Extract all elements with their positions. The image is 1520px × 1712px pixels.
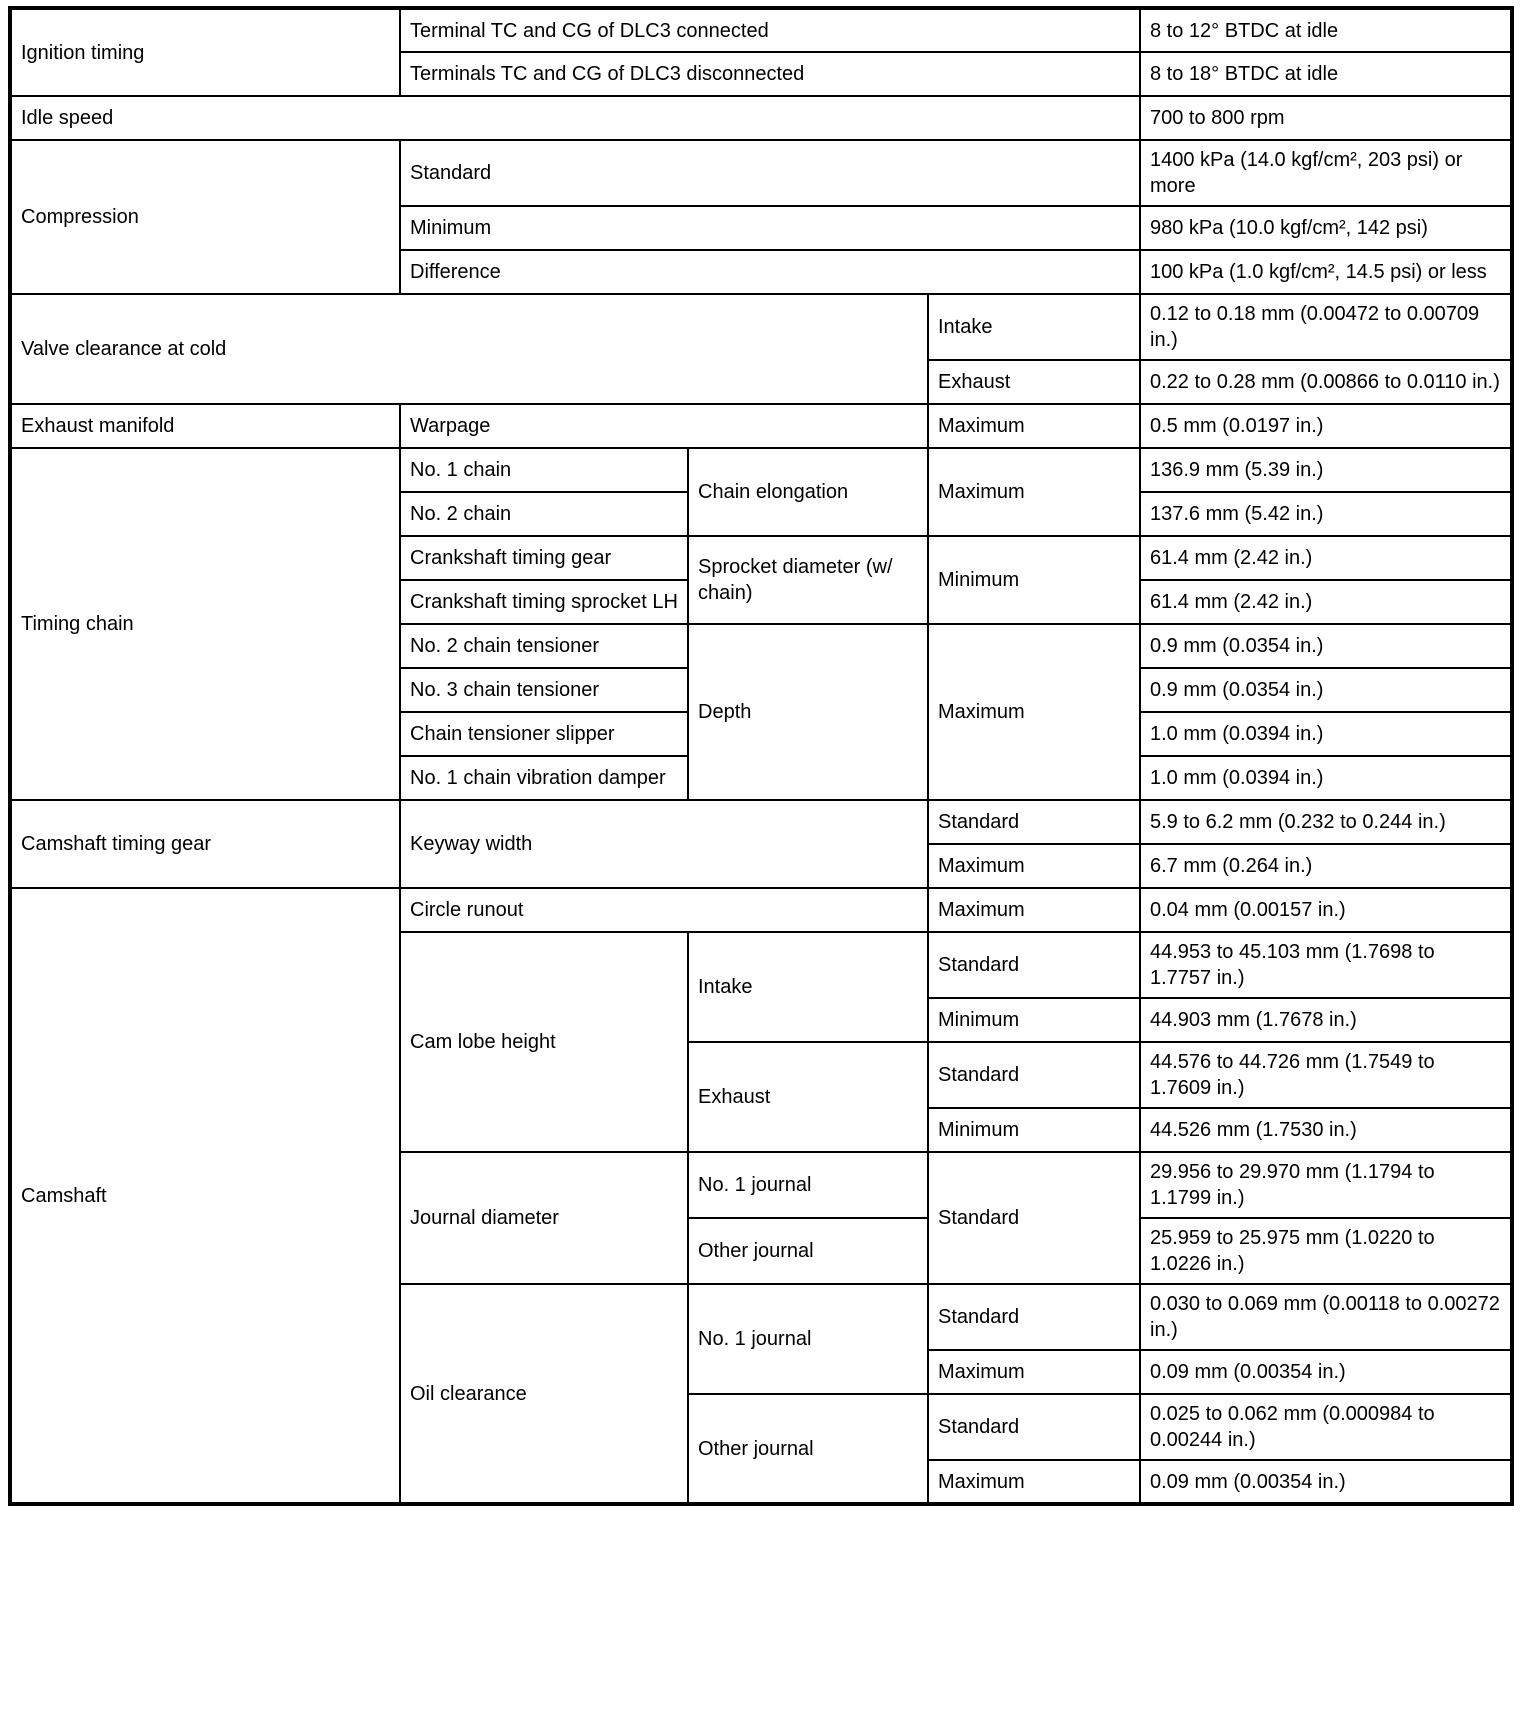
criterion-cell: Difference [400,250,1140,294]
value-cell: 61.4 mm (2.42 in.) [1140,580,1512,624]
measurement-cell: No. 1 journal [688,1152,928,1218]
category-cell: Idle speed [10,96,1140,140]
value-cell: 0.9 mm (0.0354 in.) [1140,668,1512,712]
value-cell: 0.09 mm (0.00354 in.) [1140,1460,1512,1504]
category-cell: Compression [10,140,400,294]
subitem-cell: Circle runout [400,888,928,932]
value-cell: 8 to 18° BTDC at idle [1140,52,1512,96]
value-cell: 1400 kPa (14.0 kgf/cm², 203 psi) or more [1140,140,1512,206]
criterion-cell: Maximum [928,888,1140,932]
criterion-cell: Standard [928,1284,1140,1350]
value-cell: 0.5 mm (0.0197 in.) [1140,404,1512,448]
criterion-cell: Maximum [928,1460,1140,1504]
category-cell: Timing chain [10,448,400,800]
value-cell: 44.576 to 44.726 mm (1.7549 to 1.7609 in.) [1140,1042,1512,1108]
criterion-cell: Standard [928,1152,1140,1284]
value-cell: 137.6 mm (5.42 in.) [1140,492,1512,536]
measurement-cell: Exhaust [688,1042,928,1152]
criterion-cell: Standard [928,1042,1140,1108]
criterion-cell: Minimum [928,1108,1140,1152]
spec-table [8,6,1514,1506]
table-row [10,404,1512,448]
value-cell: 100 kPa (1.0 kgf/cm², 14.5 psi) or less [1140,250,1512,294]
value-cell: 700 to 800 rpm [1140,96,1512,140]
table-row [10,888,1512,932]
value-cell: 8 to 12° BTDC at idle [1140,8,1512,52]
subitem-cell: Warpage [400,404,928,448]
table-row [10,800,1512,844]
category-cell: Camshaft [10,888,400,1504]
value-cell: 44.903 mm (1.7678 in.) [1140,998,1512,1042]
table-row [10,96,1512,140]
subitem-cell: Cam lobe height [400,932,688,1152]
category-cell: Valve clearance at cold [10,294,928,404]
measurement-cell: Depth [688,624,928,800]
category-cell: Camshaft timing gear [10,800,400,888]
value-cell: 1.0 mm (0.0394 in.) [1140,756,1512,800]
criterion-cell: Standard [928,1394,1140,1460]
measurement-cell: Other journal [688,1218,928,1284]
condition-cell: Terminals TC and CG of DLC3 disconnected [400,52,1140,96]
measurement-cell: Sprocket diameter (w/ chain) [688,536,928,624]
criterion-cell: Maximum [928,448,1140,536]
subitem-cell: Journal diameter [400,1152,688,1284]
value-cell: 0.030 to 0.069 mm (0.00118 to 0.00272 in.) [1140,1284,1512,1350]
criterion-cell: Minimum [928,536,1140,624]
condition-cell: Exhaust [928,360,1140,404]
criterion-cell: Minimum [400,206,1140,250]
value-cell: 0.9 mm (0.0354 in.) [1140,624,1512,668]
criterion-cell: Minimum [928,998,1140,1042]
criterion-cell: Standard [400,140,1140,206]
value-cell: 0.025 to 0.062 mm (0.000984 to 0.00244 in.) [1140,1394,1512,1460]
value-cell: 44.526 mm (1.7530 in.) [1140,1108,1512,1152]
part-cell: No. 2 chain [400,492,688,536]
value-cell: 0.12 to 0.18 mm (0.00472 to 0.00709 in.) [1140,294,1512,360]
part-cell: Chain tensioner slipper [400,712,688,756]
value-cell: 29.956 to 29.970 mm (1.1794 to 1.1799 in.) [1140,1152,1512,1218]
subitem-cell: Keyway width [400,800,928,888]
subitem-cell: Oil clearance [400,1284,688,1504]
measurement-cell: No. 1 journal [688,1284,928,1394]
value-cell: 0.22 to 0.28 mm (0.00866 to 0.0110 in.) [1140,360,1512,404]
measurement-cell: Intake [688,932,928,1042]
value-cell: 25.959 to 25.975 mm (1.0220 to 1.0226 in.) [1140,1218,1512,1284]
measurement-cell: Other journal [688,1394,928,1504]
condition-cell: Terminal TC and CG of DLC3 connected [400,8,1140,52]
value-cell: 5.9 to 6.2 mm (0.232 to 0.244 in.) [1140,800,1512,844]
part-cell: Crankshaft timing sprocket LH [400,580,688,624]
condition-cell: Intake [928,294,1140,360]
value-cell: 0.09 mm (0.00354 in.) [1140,1350,1512,1394]
criterion-cell: Standard [928,800,1140,844]
criterion-cell: Maximum [928,624,1140,800]
value-cell: 6.7 mm (0.264 in.) [1140,844,1512,888]
table-row [10,294,1512,360]
criterion-cell: Maximum [928,1350,1140,1394]
value-cell: 61.4 mm (2.42 in.) [1140,536,1512,580]
part-cell: No. 3 chain tensioner [400,668,688,712]
part-cell: No. 1 chain vibration damper [400,756,688,800]
measurement-cell: Chain elongation [688,448,928,536]
criterion-cell: Maximum [928,844,1140,888]
table-row [10,448,1512,492]
part-cell: Crankshaft timing gear [400,536,688,580]
criterion-cell: Standard [928,932,1140,998]
table-row [10,140,1512,206]
part-cell: No. 2 chain tensioner [400,624,688,668]
value-cell: 44.953 to 45.103 mm (1.7698 to 1.7757 in.) [1140,932,1512,998]
table-row [10,8,1512,52]
criterion-cell: Maximum [928,404,1140,448]
category-cell: Exhaust manifold [10,404,400,448]
category-cell: Ignition timing [10,8,400,96]
value-cell: 136.9 mm (5.39 in.) [1140,448,1512,492]
value-cell: 1.0 mm (0.0394 in.) [1140,712,1512,756]
value-cell: 980 kPa (10.0 kgf/cm², 142 psi) [1140,206,1512,250]
part-cell: No. 1 chain [400,448,688,492]
value-cell: 0.04 mm (0.00157 in.) [1140,888,1512,932]
